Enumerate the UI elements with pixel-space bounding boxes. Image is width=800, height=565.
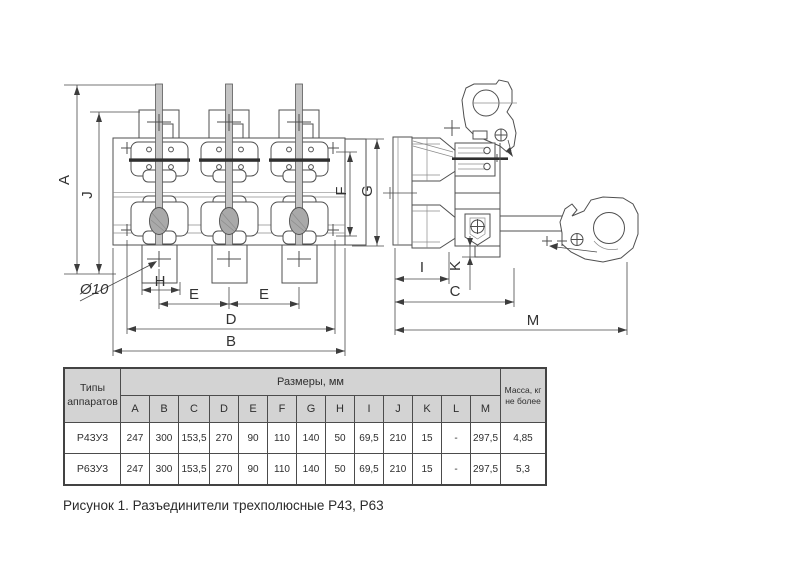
- col-M: M: [471, 396, 501, 423]
- table-letter-row: [64, 396, 546, 423]
- dim-label-D: D: [225, 311, 237, 328]
- row2-A: 247: [121, 454, 150, 486]
- row1-D: 270: [210, 423, 239, 454]
- table-header-sizes: Размеры, мм: [121, 368, 501, 396]
- dim-label-F: F: [333, 186, 350, 196]
- row2-F: 110: [268, 454, 297, 486]
- hole-diameter-callout: Ø10: [80, 281, 109, 298]
- dim-label-J: J: [79, 191, 96, 199]
- dim-label-A: A: [56, 174, 73, 186]
- row2-G: 140: [297, 454, 326, 486]
- dimension-table: [63, 367, 547, 486]
- row2-C: 153,5: [179, 454, 210, 486]
- center-mark: [444, 120, 460, 136]
- dim-label-B: B: [225, 333, 237, 350]
- row1-I: 69,5: [355, 423, 384, 454]
- side-view: [383, 80, 638, 262]
- lower-terminal: [412, 205, 457, 248]
- row1-L: -: [442, 423, 471, 454]
- row2-H: 50: [326, 454, 355, 486]
- row1-type: Р43У3: [64, 423, 121, 454]
- col-J: J: [384, 396, 413, 423]
- row2-mass: 5,3: [501, 454, 547, 486]
- row2-E: 90: [239, 454, 268, 486]
- col-C: C: [179, 396, 210, 423]
- table-row: [64, 423, 546, 454]
- col-G: G: [297, 396, 326, 423]
- dim-label-H: H: [154, 273, 166, 290]
- table-header-mass: Масса, кг не более: [501, 368, 547, 423]
- row1-J: 210: [384, 423, 413, 454]
- dim-label-E1: E: [188, 286, 200, 303]
- row1-E: 90: [239, 423, 268, 454]
- row2-K: 15: [413, 454, 442, 486]
- col-E: E: [239, 396, 268, 423]
- row1-M: 297,5: [471, 423, 501, 454]
- col-B: B: [150, 396, 179, 423]
- table-row: [64, 454, 546, 486]
- table-header-types: Типы аппаратов: [64, 368, 121, 423]
- dim-label-G: G: [359, 185, 376, 197]
- row2-M: 297,5: [471, 454, 501, 486]
- dim-label-E2: E: [258, 286, 270, 303]
- col-H: H: [326, 396, 355, 423]
- row2-I: 69,5: [355, 454, 384, 486]
- row2-type: Р63У3: [64, 454, 121, 486]
- row1-A: 247: [121, 423, 150, 454]
- col-D: D: [210, 396, 239, 423]
- dim-label-M: M: [526, 312, 540, 329]
- upper-terminal: [412, 138, 457, 181]
- row1-B: 300: [150, 423, 179, 454]
- row1-mass: 4,85: [501, 423, 547, 454]
- row1-G: 140: [297, 423, 326, 454]
- row2-D: 270: [210, 454, 239, 486]
- col-F: F: [268, 396, 297, 423]
- col-L: L: [442, 396, 471, 423]
- row2-L: -: [442, 454, 471, 486]
- row1-C: 153,5: [179, 423, 210, 454]
- col-I: I: [355, 396, 384, 423]
- row1-H: 50: [326, 423, 355, 454]
- front-view: [113, 84, 366, 283]
- col-K: K: [413, 396, 442, 423]
- row1-K: 15: [413, 423, 442, 454]
- blade-handle-open: [500, 197, 638, 262]
- dim-label-C: C: [449, 283, 461, 300]
- row2-J: 210: [384, 454, 413, 486]
- dim-label-I: I: [419, 259, 425, 276]
- col-A: A: [121, 396, 150, 423]
- figure-caption: Рисунок 1. Разъединители трехполюсные Р43, Р63: [63, 498, 384, 513]
- row2-B: 300: [150, 454, 179, 486]
- mounting-bar: [393, 137, 412, 245]
- row1-F: 110: [268, 423, 297, 454]
- dim-label-K: K: [447, 260, 464, 272]
